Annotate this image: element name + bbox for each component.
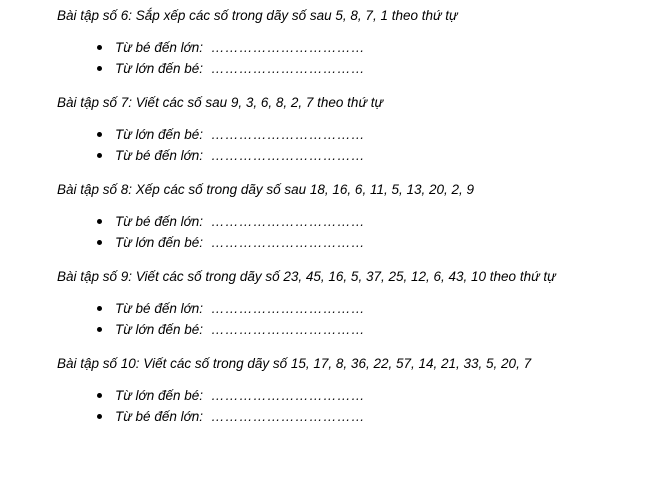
spacer [57, 255, 645, 267]
spacer [57, 342, 645, 354]
spacer [57, 81, 645, 93]
answer-label: Từ lớn đến bé: [115, 127, 204, 142]
answer-blank[interactable]: …………………………… [211, 61, 366, 76]
answer-label: Từ lớn đến bé: [115, 322, 204, 337]
answer-label: Từ lớn đến bé: [115, 388, 204, 403]
answer-blank[interactable]: …………………………… [211, 409, 366, 424]
list-item [97, 406, 645, 427]
exercise-answer-list [57, 385, 645, 427]
list-item [97, 232, 645, 253]
spacer [57, 28, 645, 37]
answer-blank[interactable]: …………………………… [211, 388, 366, 403]
exercise-heading: Bài tập số 7: Viết các số sau 9, 3, 6, 8, 2, 7 theo thứ tự [57, 95, 384, 110]
list-item [97, 145, 645, 166]
exercise-block [57, 267, 645, 340]
spacer [57, 289, 645, 298]
exercise-answer-list [57, 124, 645, 166]
list-item [97, 319, 645, 340]
spacer [57, 202, 645, 211]
answer-blank[interactable]: …………………………… [211, 148, 366, 163]
spacer [57, 168, 645, 180]
answer-blank[interactable]: …………………………… [211, 235, 366, 250]
list-item [97, 58, 645, 79]
exercise-heading: Bài tập số 6: Sắp xếp các số trong dãy số sau 5, 8, 7, 1 theo thứ tự [57, 8, 458, 23]
exercise-heading: Bài tập số 10: Viết các số trong dãy số 15, 17, 8, 36, 22, 57, 14, 21, 33, 5, 20, 7 [57, 356, 532, 371]
answer-label: Từ lớn đến bé: [115, 61, 204, 76]
exercise-block [57, 354, 645, 427]
answer-label: Từ bé đến lớn: [115, 214, 204, 229]
answer-blank[interactable]: …………………………… [211, 301, 366, 316]
spacer [57, 115, 645, 124]
answer-blank[interactable]: …………………………… [211, 127, 366, 142]
answer-label: Từ bé đến lớn: [115, 409, 204, 424]
exercise-answer-list [57, 211, 645, 253]
answer-label: Từ lớn đến bé: [115, 235, 204, 250]
list-item [97, 211, 645, 232]
exercise-block [57, 93, 645, 166]
answer-blank[interactable]: …………………………… [211, 322, 366, 337]
answer-blank[interactable]: …………………………… [211, 40, 366, 55]
exercise-answer-list [57, 298, 645, 340]
spacer [57, 376, 645, 385]
exercise-heading: Bài tập số 8: Xếp các số trong dãy số sau 18, 16, 6, 11, 5, 13, 20, 2, 9 [57, 182, 475, 197]
exercise-block [57, 6, 645, 79]
list-item [97, 124, 645, 145]
answer-label: Từ bé đến lớn: [115, 148, 204, 163]
answer-label: Từ bé đến lớn: [115, 40, 204, 55]
answer-label: Từ bé đến lớn: [115, 301, 204, 316]
exercise-answer-list [57, 37, 645, 79]
list-item [97, 37, 645, 58]
answer-blank[interactable]: …………………………… [211, 214, 366, 229]
list-item [97, 298, 645, 319]
exercise-block [57, 180, 645, 253]
list-item [97, 385, 645, 406]
exercise-heading: Bài tập số 9: Viết các số trong dãy số 23, 45, 16, 5, 37, 25, 12, 6, 43, 10 theo thứ tự [57, 269, 556, 284]
